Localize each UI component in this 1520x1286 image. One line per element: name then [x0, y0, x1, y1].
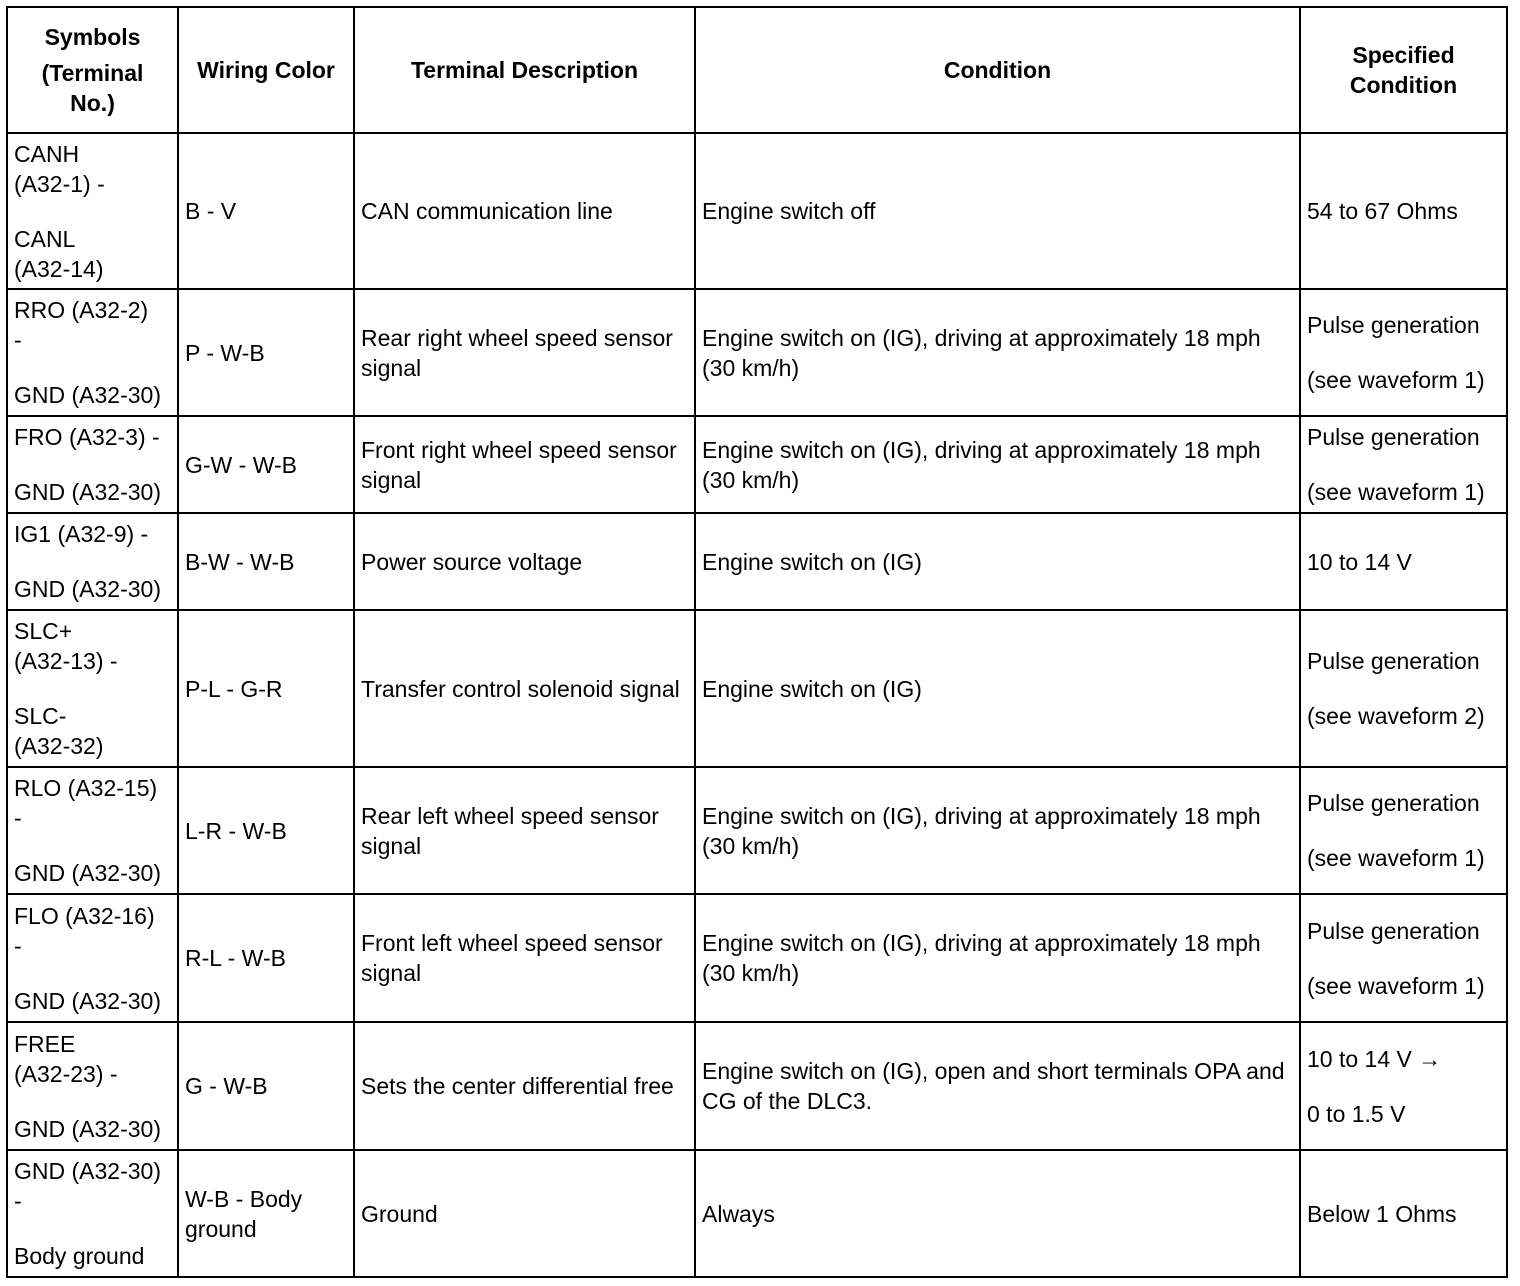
specified-text: Pulse generation: [1307, 424, 1480, 450]
specified-text: 0 to 1.5 V: [1307, 1100, 1406, 1127]
symbol-text: (A32-14): [14, 255, 104, 282]
header-specified-condition: [1300, 7, 1507, 133]
specified-text: 54 to 67 Ohms: [1307, 198, 1458, 224]
symbol-cell: [7, 1022, 178, 1150]
terminal-spec-table: [6, 6, 1508, 1278]
symbol-text: (A32-1) -: [14, 170, 105, 197]
specified-text: Pulse generation: [1307, 790, 1480, 816]
terminal-description-cell: Rear left wheel speed sensor signal: [354, 767, 695, 894]
header-symbols-line3: No.): [70, 90, 115, 116]
header-terminal-description: Terminal Description: [354, 7, 695, 133]
table-body: [7, 133, 1507, 1277]
terminal-description-cell: Sets the center differential free: [354, 1022, 695, 1150]
symbol-text: FLO (A32-16): [14, 902, 155, 929]
symbol-text: (A32-32): [14, 733, 104, 759]
symbol-cell: [7, 767, 178, 894]
wiring-color-cell: B - V: [178, 133, 354, 289]
wiring-color-cell: G - W-B: [178, 1022, 354, 1150]
specified-condition-cell: [1300, 513, 1507, 610]
condition-cell: Always: [695, 1150, 1300, 1277]
specified-text: 10 to 14 V →: [1307, 1045, 1442, 1072]
condition-cell: Engine switch on (IG), driving at approximately 18 mph (30 km/h): [695, 416, 1300, 513]
symbol-text: CANL: [14, 225, 76, 252]
wiring-color-cell: B-W - W-B: [178, 513, 354, 610]
table-row: [7, 416, 1507, 513]
symbol-cell: [7, 894, 178, 1022]
specified-condition-cell: [1300, 894, 1507, 1022]
symbol-text: FREE: [14, 1030, 76, 1057]
specified-condition-cell: [1300, 610, 1507, 767]
specified-text: Pulse generation: [1307, 312, 1480, 338]
symbol-text: GND (A32-30): [14, 987, 161, 1014]
terminal-description-cell: Power source voltage: [354, 513, 695, 610]
wiring-color-cell: P-L - G-R: [178, 610, 354, 767]
terminal-description-cell: Transfer control solenoid signal: [354, 610, 695, 767]
symbol-text: GND (A32-30): [14, 1158, 161, 1184]
terminal-description-cell: Front right wheel speed sensor signal: [354, 416, 695, 513]
specified-text: (see waveform 1): [1307, 972, 1485, 999]
wiring-color-cell: G-W - W-B: [178, 416, 354, 513]
symbol-cell: [7, 416, 178, 513]
specified-text: (see waveform 1): [1307, 479, 1485, 505]
table-row: [7, 133, 1507, 289]
symbol-text: GND (A32-30): [14, 1115, 161, 1142]
table-row: [7, 289, 1507, 416]
header-row: [7, 7, 1507, 133]
wiring-color-cell: W-B - Body ground: [178, 1150, 354, 1277]
symbol-text: GND (A32-30): [14, 576, 161, 602]
header-symbols-line1: Symbols: [44, 24, 141, 50]
specified-text: Pulse generation: [1307, 917, 1480, 944]
symbol-text: SLC+: [14, 618, 73, 644]
wiring-color-cell: P - W-B: [178, 289, 354, 416]
specified-text: 10 to 14 V: [1307, 548, 1412, 575]
symbol-text: GND (A32-30): [14, 479, 161, 505]
header-specified-line2: Condition: [1349, 72, 1458, 98]
table-row: [7, 767, 1507, 894]
specified-condition-cell: [1300, 289, 1507, 416]
symbol-text: SLC-: [14, 703, 67, 729]
symbol-text: -: [14, 805, 22, 831]
symbol-text: FRO (A32-3) -: [14, 424, 160, 450]
condition-cell: Engine switch on (IG), driving at approximately 18 mph (30 km/h): [695, 289, 1300, 416]
header-specified-line1: Specified: [1352, 42, 1455, 68]
header-wiring-color: Wiring Color: [178, 7, 354, 133]
header-condition: Condition: [695, 7, 1300, 133]
specified-text: (see waveform 1): [1307, 367, 1485, 393]
specified-text: (see waveform 1): [1307, 845, 1485, 871]
symbol-text: CANH: [14, 140, 80, 167]
symbol-text: RRO (A32-2): [14, 297, 149, 323]
symbol-cell: [7, 513, 178, 610]
condition-cell: Engine switch on (IG): [695, 610, 1300, 767]
symbol-text: Body ground: [14, 1243, 145, 1269]
terminal-description-cell: Ground: [354, 1150, 695, 1277]
terminal-description-cell: Front left wheel speed sensor signal: [354, 894, 695, 1022]
table-row: [7, 1150, 1507, 1277]
symbol-cell: [7, 610, 178, 767]
specified-text: Pulse generation: [1307, 648, 1480, 674]
table-row: [7, 513, 1507, 610]
symbol-text: GND (A32-30): [14, 860, 161, 886]
condition-cell: Engine switch on (IG), open and short terminals OPA and CG of the DLC3.: [695, 1022, 1300, 1150]
symbol-cell: [7, 289, 178, 416]
terminal-description-cell: Rear right wheel speed sensor signal: [354, 289, 695, 416]
symbol-text: GND (A32-30): [14, 382, 161, 408]
table-row: [7, 1022, 1507, 1150]
header-symbols: [7, 7, 178, 133]
specified-text: Below 1 Ohms: [1307, 1200, 1457, 1227]
specified-condition-cell: [1300, 767, 1507, 894]
symbol-text: -: [14, 932, 22, 959]
table-row: [7, 894, 1507, 1022]
terminal-description-cell: CAN communication line: [354, 133, 695, 289]
specified-condition-cell: [1300, 1022, 1507, 1150]
symbol-text: IG1 (A32-9) -: [14, 521, 149, 547]
symbol-cell: [7, 1150, 178, 1277]
symbol-text: (A32-13) -: [14, 648, 118, 674]
symbol-text: (A32-23) -: [14, 1060, 118, 1087]
symbol-text: -: [14, 327, 22, 353]
specified-text: (see waveform 2): [1307, 703, 1485, 729]
wiring-color-cell: R-L - W-B: [178, 894, 354, 1022]
table-row: [7, 610, 1507, 767]
condition-cell: Engine switch on (IG): [695, 513, 1300, 610]
symbol-text: -: [14, 1188, 22, 1214]
symbol-cell: [7, 133, 178, 289]
specified-condition-cell: [1300, 1150, 1507, 1277]
specified-condition-cell: [1300, 133, 1507, 289]
wiring-color-cell: L-R - W-B: [178, 767, 354, 894]
condition-cell: Engine switch off: [695, 133, 1300, 289]
condition-cell: Engine switch on (IG), driving at approximately 18 mph (30 km/h): [695, 894, 1300, 1022]
header-symbols-line2: (Terminal: [41, 60, 144, 86]
specified-condition-cell: [1300, 416, 1507, 513]
symbol-text: RLO (A32-15): [14, 775, 158, 801]
condition-cell: Engine switch on (IG), driving at approximately 18 mph (30 km/h): [695, 767, 1300, 894]
